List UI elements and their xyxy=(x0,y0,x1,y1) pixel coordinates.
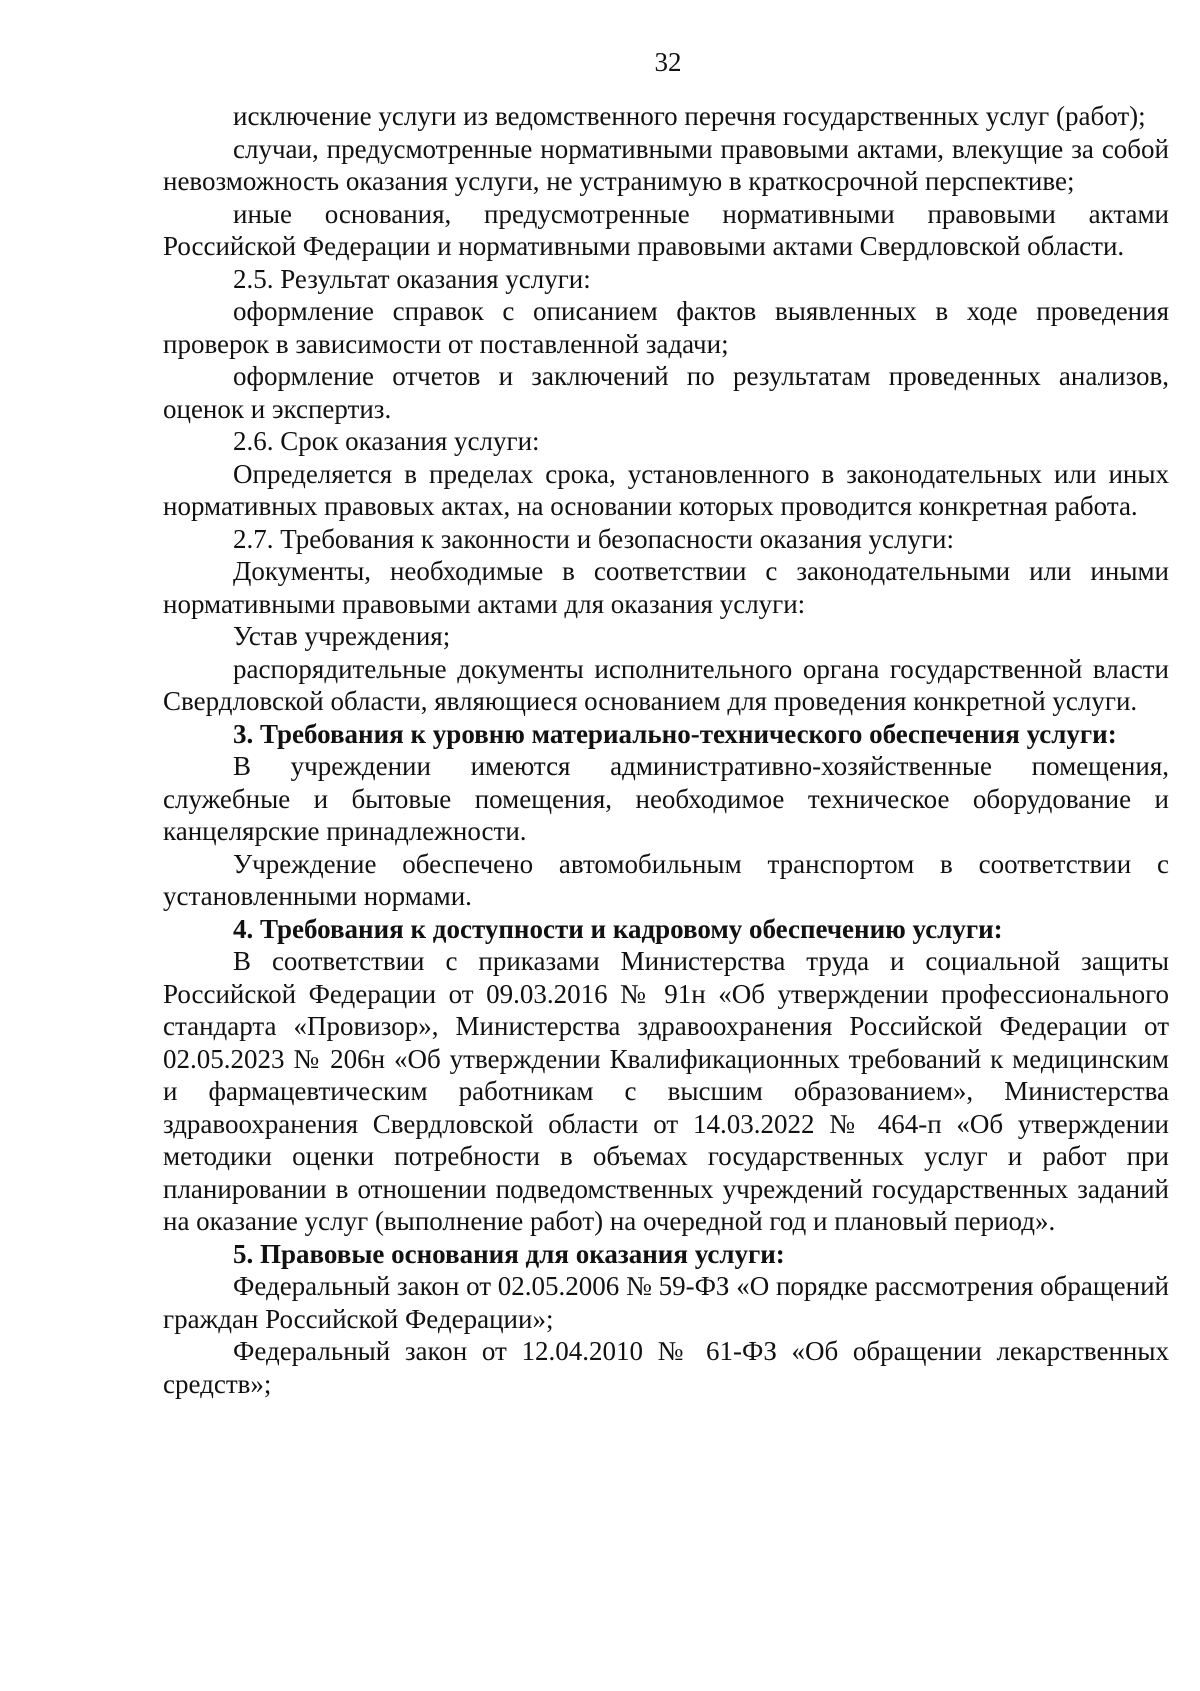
paragraph-reports: оформление отчетов и заключений по результатам проведенных анализов, оценок и экспертиз. xyxy=(163,361,1169,424)
section-heading-3: 3. Требования к уровню материально-технического обеспечения услуги: xyxy=(233,718,1117,749)
paragraph-charter: Устав учреждения; xyxy=(233,621,451,651)
paragraph-required-documents: Документы, необходимые в соответствии с законодательными или иными нормативными правовыми актами для оказания услуги: xyxy=(163,556,1169,619)
paragraph-exclusion-from-list: исключение услуги из ведомственного перечня государственных услуг (работ); xyxy=(233,101,1146,131)
paragraph-other-grounds: иные основания, предусмотренные нормативными правовыми актами Российской Федерации и нормативными правовыми актами Свердловской области. xyxy=(163,198,1169,261)
paragraph-law-59-fz: Федеральный закон от 02.05.2006 № 59-ФЗ «О порядке рассмотрения обращений граждан Российской Федерации»; xyxy=(163,1271,1169,1334)
paragraph-staffing-orders: В соответствии с приказами Министерства труда и социальной защиты Российской Федерации от 09.03.2016 № 91н «Об утверждении профессионального стандарта «Провизор», Министерства здравоохранения Российской Федерации от 02.05.2023 № 206н «Об утверждении Квалификационных требований к медицинским и фармацевтическим работникам с высшим образованием», Министерства здравоохранения Свердловской области от 14.03.2022 № 464-п «Об утверждении методики оценки потребности в объемах государственных услуг и работ при планировании в отношении подведомственных учреждений государственных заданий на оказание услуг (выполнение работ) на очередной год и плановый период». xyxy=(163,946,1169,1236)
paragraph-term-definition: Определяется в пределах срока, установленного в законодательных или иных нормативных правовых актах, на основании которых проводится конкретная работа. xyxy=(163,458,1169,521)
subsection-heading-2-7: 2.7. Требования к законности и безопасности оказания услуги: xyxy=(233,523,955,554)
subsection-heading-2-6: 2.6. Срок оказания услуги: xyxy=(233,426,540,456)
paragraph-administrative-documents: распорядительные документы исполнительного органа государственной власти Свердловской области, являющиеся основанием для проведения конкретной услуги. xyxy=(163,653,1169,716)
paragraph-premises: В учреждении имеются административно-хозяйственные помещения, служебные и бытовые помещения, необходимое техническое оборудование и канцелярские принадлежности. xyxy=(163,751,1169,846)
section-heading-4: 4. Требования к доступности и кадровому обеспечению услуги: xyxy=(233,913,1003,944)
paragraph-transport: Учреждение обеспечено автомобильным транспортом в соответствии с установленными нормами. xyxy=(163,848,1169,911)
subsection-heading-2-5: 2.5. Результат оказания услуги: xyxy=(233,263,591,294)
section-heading-5: 5. Правовые основания для оказания услуги: xyxy=(233,1238,785,1269)
paragraph-certificates: оформление справок с описанием фактов выявленных в ходе проведения проверок в зависимости от поставленной задачи; xyxy=(163,296,1169,359)
paragraph-legal-impossibility: случаи, предусмотренные нормативными правовыми актами, влекущие за собой невозможность оказания услуги, не устранимую в краткосрочной перспективе; xyxy=(163,133,1169,196)
document-body xyxy=(163,100,1169,1400)
page-number: 32 xyxy=(654,47,682,77)
paragraph-law-61-fz: Федеральный закон от 12.04.2010 № 61-ФЗ «Об обращении лекарственных средств»; xyxy=(163,1336,1169,1399)
